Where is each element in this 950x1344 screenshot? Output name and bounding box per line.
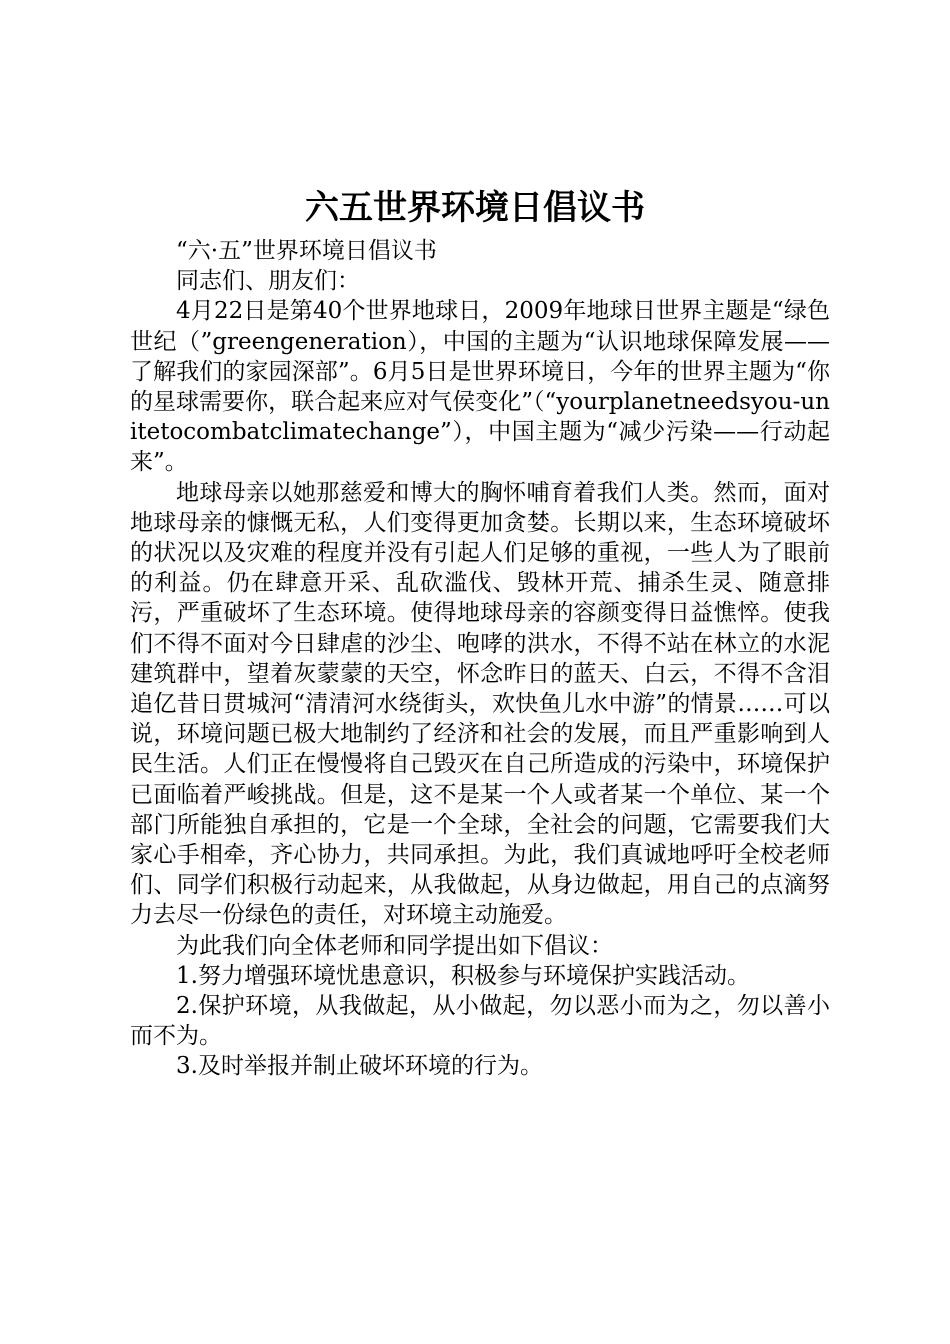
salutation-paragraph: 同志们、朋友们： xyxy=(176,268,360,295)
intro-paragraph: 4月22日是第40个世界地球日，2009年地球日世界主题是“绿色世纪（”greengeneration），中国的主题为“认识地球保障发展——了解我们的家园深部”。6月5日是世界环境日，今年的世界主题为“你的星球需要你，联合起来应对气侯变化”（“yourplanetneedsyou-unitetocombatclimatechange”），中国主题为“减少污染——行动起来”。 xyxy=(130,298,830,476)
document-body xyxy=(130,236,830,1082)
document-title: 六五世界环境日倡议书 xyxy=(305,188,645,228)
main-paragraph: 地球母亲以她那慈爱和博大的胸怀哺育着我们人类。然而，面对地球母亲的慷慨无私，人们变得更加贪婪。长期以来，生态环境破坏的状况以及灾难的程度并没有引起人们足够的重视，一些人为了眼前的利益。仍在肆意开采、乱砍滥伐、毁林开荒、捕杀生灵、随意排污，严重破坏了生态环境。使得地球母亲的容颜变得日益憔悴。使我们不得不面对今日肆虐的沙尘、咆哮的洪水，不得不站在林立的水泥建筑群中，望着灰蒙蒙的天空，怀念昨日的蓝天、白云，不得不含泪追亿昔日贯城河“清清河水绕街头，欢快鱼儿水中游”的情景……可以说，环境问题已极大地制约了经济和社会的发展，而且严重影响到人民生活。人们正在慢慢将自己毁灭在自己所造成的污染中，环境保护已面临着严峻挑战。但是，这不是某一个人或者某一个单位、某一个部门所能独自承担的，它是一个全球，全社会的问题，它需要我们大家心手相牵，齐心协力，共同承担。为此，我们真诚地呼吁全校老师们、同学们积极行动起来，从我做起，从身边做起，用自己的点滴努力去尽一份绿色的责任，对环境主动施爱。 xyxy=(130,479,830,929)
proposal-lead-paragraph: 为此我们向全体老师和同学提出如下倡议： xyxy=(176,932,613,959)
proposal-item-2: 2.保护环境，从我做起，从小做起，勿以恶小而为之，勿以善小而不为。 xyxy=(130,993,830,1050)
subtitle-paragraph: “六·五”世界环境日倡议书 xyxy=(176,238,437,264)
proposal-item-3: 3.及时举报并制止破坏环境的行为。 xyxy=(176,1053,543,1080)
proposal-item-1: 1.努力增强环境忧患意识，积极参与环境保护实践活动。 xyxy=(176,962,750,989)
